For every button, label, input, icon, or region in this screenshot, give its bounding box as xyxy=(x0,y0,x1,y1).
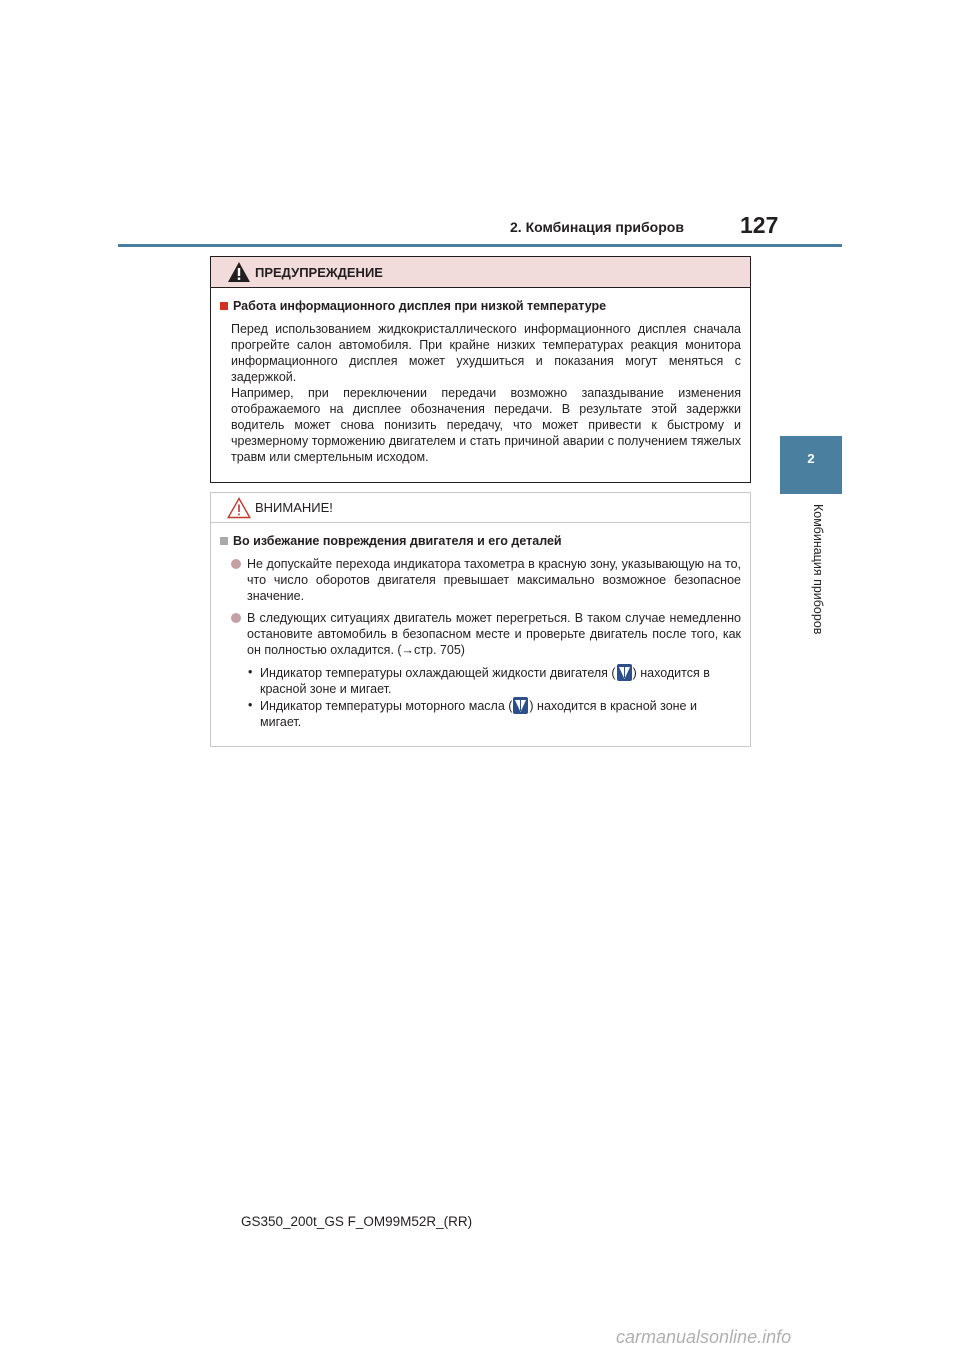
bullet-dot-icon xyxy=(231,559,241,569)
chapter-label: Комбинация приборов xyxy=(811,504,825,635)
warning-text xyxy=(220,321,741,465)
caution-box xyxy=(210,492,751,747)
warning-paragraph: Перед использованием жидкокристаллического информационного дисплея сначала прогрейте салон автомобиля. При крайне низких температурах реакция монитора информационного дисплея может ухудшиться и показания могут меняться с задержкой. xyxy=(231,322,741,384)
caution-body xyxy=(211,523,750,730)
warning-subheading-text: Работа информационного дисплея при низкой температуре xyxy=(233,299,607,313)
warning-title: ПРЕДУПРЕЖДЕНИЕ xyxy=(255,264,383,280)
sub-item-text-before: Индикатор температуры охлаждающей жидкости двигателя ( xyxy=(260,666,616,680)
caution-subheading xyxy=(220,533,741,549)
caution-bullet-text: Не допускайте перехода индикатора тахометра в красную зону, указывающую на то, что число оборотов двигателя превышает максимально возможное безопасное значение. xyxy=(247,557,741,603)
caution-bullet xyxy=(220,556,741,604)
caution-sub-list xyxy=(220,664,741,730)
header-divider xyxy=(118,244,842,247)
caution-sub-item xyxy=(248,664,741,697)
caution-subheading-text: Во избежание повреждения двигателя и его деталей xyxy=(233,534,562,548)
warning-header xyxy=(211,257,750,288)
sub-item-text-before: Индикатор температуры моторного масла ( xyxy=(260,699,513,713)
caution-sub-item-text xyxy=(260,664,741,697)
section-title: 2. Комбинация приборов xyxy=(510,219,684,235)
chapter-tab[interactable]: 2 xyxy=(780,436,842,494)
sub-item-text-after: ) находится в красной зоне и мигает. xyxy=(260,699,697,729)
bullet-dot-icon xyxy=(231,613,241,623)
caution-sub-item xyxy=(248,697,741,730)
caution-bullet xyxy=(220,610,741,658)
warning-body xyxy=(211,288,750,465)
warning-triangle-icon xyxy=(227,261,251,283)
warning-box xyxy=(210,256,751,483)
oil-temperature-gauge-icon xyxy=(513,697,528,714)
gray-square-icon xyxy=(220,537,228,545)
watermark: carmanualsonline.info xyxy=(616,1327,792,1347)
model-code: GS350_200t_GS F_OM99M52R_(RR) xyxy=(241,1214,473,1229)
warning-paragraph: Например, при переключении передачи возможно запаздывание изменения отображаемого на дисплее обозначения передачи. В результате этой задержки водитель может снова понизить передачу, что может привести к быстрому и чрезмерному торможению двигателем и стать причиной аварии с получением тяжелых травм или смертельным исходом. xyxy=(231,386,741,464)
caution-sub-item-text xyxy=(260,697,741,730)
coolant-temperature-gauge-icon xyxy=(617,664,632,681)
red-square-icon xyxy=(220,302,228,310)
sub-item-text-after: ) находится в красной зоне и мигает. xyxy=(260,666,710,696)
sub-item-marker: • xyxy=(248,665,253,679)
caution-bullet-text: В следующих ситуациях двигатель может перегреться. В таком случае немедленно остановите автомобиль в безопасном месте и проверьте двигатель после того, как он полностью охладится. (→стр. 705) xyxy=(247,611,741,657)
page-number: 127 xyxy=(740,212,779,238)
warning-subheading xyxy=(220,298,741,314)
caution-title: ВНИМАНИЕ! xyxy=(255,500,333,515)
sub-item-marker: • xyxy=(248,698,253,712)
caution-header xyxy=(211,493,750,523)
caution-triangle-icon xyxy=(227,497,251,519)
